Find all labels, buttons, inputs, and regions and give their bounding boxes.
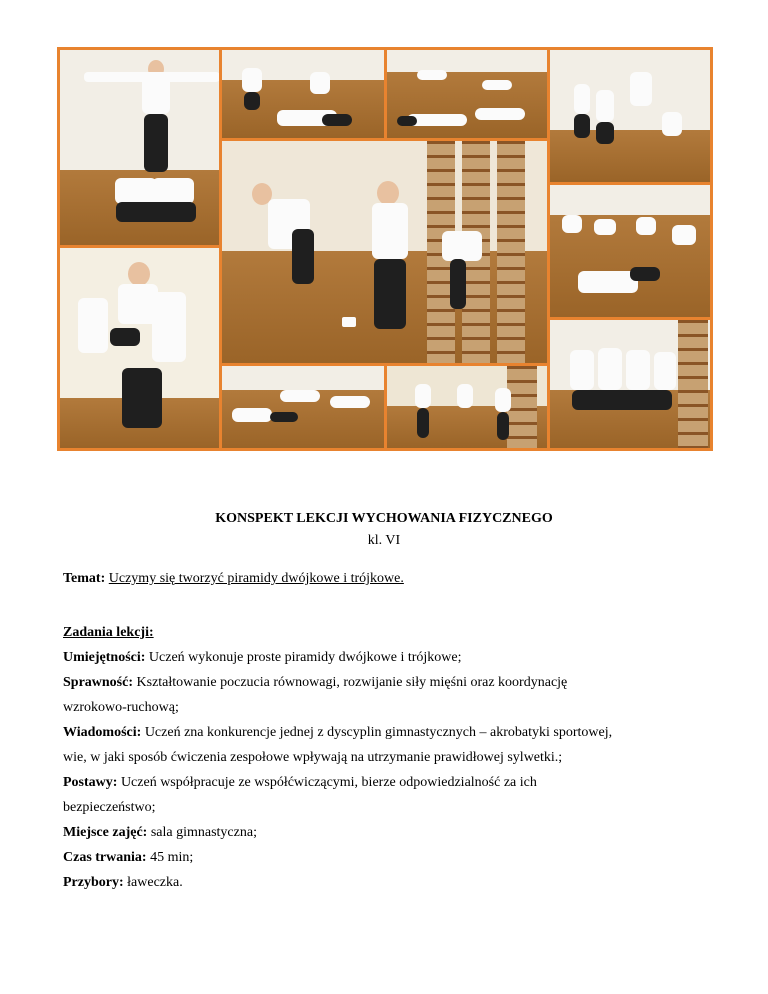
attitudes-value-2: bezpieczeństwo; bbox=[63, 800, 156, 815]
place-line bbox=[63, 825, 257, 841]
place-label: Miejsce zajęć: bbox=[63, 825, 148, 840]
duration-line bbox=[63, 850, 193, 866]
fitness-line bbox=[63, 675, 567, 691]
knowledge-line bbox=[63, 725, 612, 741]
pyramid-photo-1 bbox=[60, 50, 219, 245]
topic-value: Uczymy się tworzyć piramidy dwójkowe i trójkowe. bbox=[108, 571, 404, 586]
pyramid-photo-7 bbox=[550, 185, 710, 317]
duration-label: Czas trwania: bbox=[63, 850, 147, 865]
fitness-label: Sprawność: bbox=[63, 675, 134, 690]
place-value: sala gimnastyczna; bbox=[150, 825, 257, 840]
fitness-value-2: wzrokowo-ruchową; bbox=[63, 700, 179, 715]
attitudes-line bbox=[63, 775, 537, 791]
pyramid-photo-8 bbox=[222, 366, 384, 448]
topic-line bbox=[63, 571, 404, 587]
attitudes-value-1: Uczeń współpracuje ze współćwiczącymi, bierze odpowiedzialność za ich bbox=[120, 775, 537, 790]
pyramid-photo-5 bbox=[222, 141, 547, 363]
equipment-line bbox=[63, 875, 183, 891]
pyramid-photo-4 bbox=[550, 50, 710, 182]
knowledge-label: Wiadomości: bbox=[63, 725, 142, 740]
tasks-heading-line bbox=[63, 625, 154, 641]
pyramid-photo-10 bbox=[550, 320, 710, 448]
document-subtitle: kl. VI bbox=[367, 533, 401, 548]
equipment-value: ławeczka. bbox=[127, 875, 183, 890]
skills-line bbox=[63, 650, 462, 666]
pyramid-photo-6 bbox=[60, 248, 219, 448]
topic-label: Temat: bbox=[63, 571, 106, 586]
photo-collage bbox=[57, 47, 713, 451]
fitness-value-1: Kształtowanie poczucia równowagi, rozwijanie siły mięśni oraz koordynację bbox=[136, 675, 568, 690]
knowledge-value-2: wie, w jaki sposób ćwiczenia zespołowe wpływają na utrzymanie prawidłowej sylwetki.; bbox=[63, 750, 563, 765]
duration-value: 45 min; bbox=[150, 850, 194, 865]
skills-value: Uczeń wykonuje proste piramidy dwójkowe i trójkowe; bbox=[148, 650, 462, 665]
attitudes-label: Postawy: bbox=[63, 775, 118, 790]
tasks-heading: Zadania lekcji: bbox=[63, 625, 154, 640]
pyramid-photo-2 bbox=[222, 50, 384, 138]
knowledge-value-1: Uczeń zna konkurencje jednej z dyscyplin gimnastycznych – akrobatyki sportowej, bbox=[144, 725, 613, 740]
pyramid-photo-3 bbox=[387, 50, 547, 138]
document-title: KONSPEKT LEKCJI WYCHOWANIA FIZYCZNEGO bbox=[215, 511, 553, 526]
equipment-label: Przybory: bbox=[63, 875, 124, 890]
pyramid-photo-9 bbox=[387, 366, 547, 448]
skills-label: Umiejętności: bbox=[63, 650, 146, 665]
